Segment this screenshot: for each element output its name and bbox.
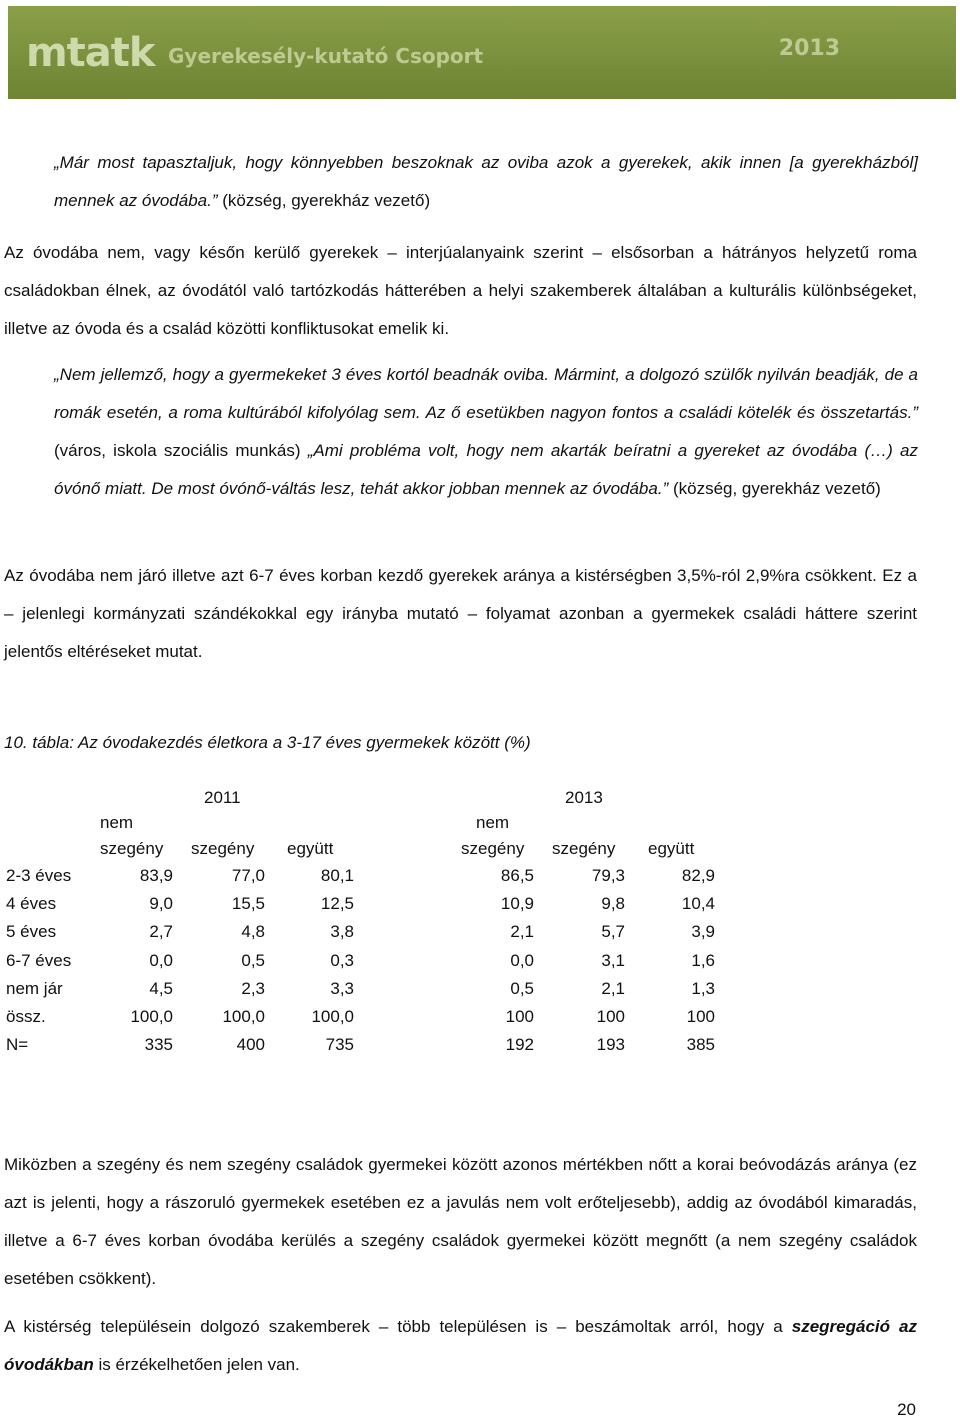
quote-1-source: (község, gyerekház vezető)	[217, 191, 431, 210]
table-cell-b: 4,8	[241, 922, 265, 942]
table-cell-d: 10,9	[500, 894, 534, 914]
header-szegeny-2: szegény	[552, 839, 616, 858]
row-label: 4 éves	[6, 894, 57, 914]
table-cell-e: 9,8	[601, 894, 625, 914]
table-cell-f: 10,4	[681, 894, 715, 914]
table-cell-e: 2,1	[601, 978, 625, 998]
header-nemszegeny-1: szegény	[100, 839, 164, 858]
quote-2-source-2: (község, gyerekház vezető)	[668, 479, 881, 498]
table-cell-d: 192	[505, 1035, 534, 1055]
header-nem-2: nem	[476, 813, 510, 832]
table-cell-f: 385	[686, 1035, 715, 1055]
quote-2-source-1: (város, iskola szociális munkás)	[54, 441, 308, 460]
table-cell-d: 2,1	[510, 922, 534, 942]
table-caption: 10. tábla: Az óvodakezdés életkora a 3-17 éves gyermekek között (%)	[4, 733, 531, 752]
header-nemszegeny-2: szegény	[461, 839, 525, 858]
table-cell-d: 0,5	[510, 978, 534, 998]
quote-1	[54, 144, 918, 220]
table-cell-f: 3,9	[691, 922, 715, 942]
mtatk-logo: mtatk	[26, 30, 155, 76]
row-label: össz.	[6, 1007, 46, 1026]
header-year-2013: 2013	[565, 788, 603, 807]
table-cell-d: 86,5	[500, 866, 534, 885]
header-year-2011: 2011	[204, 788, 241, 807]
paragraph-4-text: A kistérség településein dolgozó szakemberek – több településen is – beszámoltak arról, hogy a	[4, 1317, 792, 1336]
table-cell-d: 100	[505, 1007, 534, 1026]
paragraph-4-rest: is érzékelhetően jelen van.	[93, 1355, 300, 1374]
paragraph-2: Az óvodába nem járó illetve azt 6-7 éves korban kezdő gyerekek aránya a kistérségben 3,5%-ról 2,9%ra csökkent. Ez a – jelenlegi kormányzati szándékokkal egy irányba mutató – folyamat azonban a gyermekek családi háttere szerint jelentős eltéréseket mutat.	[4, 566, 917, 661]
table-cell-e: 3,1	[601, 950, 625, 970]
table-cell-f: 1,3	[691, 978, 715, 998]
table-cell-a: 9,0	[149, 894, 173, 914]
table-cell-b: 15,5	[231, 894, 265, 914]
table-cell-c: 735	[325, 1035, 354, 1055]
row-label: 2-3 éves	[6, 866, 72, 885]
table-cell-c: 100,0	[311, 1007, 354, 1026]
paragraph-4	[4, 1308, 917, 1384]
table-cell-e: 5,7	[601, 922, 625, 942]
table-cell-f: 1,6	[691, 950, 715, 970]
header-egyutt-2: együtt	[648, 839, 695, 858]
table-cell-c: 3,3	[330, 978, 354, 998]
table-cell-b: 77,0	[231, 866, 265, 885]
table-cell-a: 100,0	[130, 1007, 173, 1026]
table-cell-a: 0,0	[149, 950, 173, 970]
paragraph-3: Miközben a szegény és nem szegény családok gyermekei között azonos mértékben nőtt a korai beóvodázás aránya (ez azt is jelenti, hogy a rászoruló gyermekek esetében ez a javulás nem volt erőteljesebb), addig az óvodából kimaradás, illetve a 6-7 éves korban óvodába kerülés a szegény családok gyermekei között megnőtt (a nem szegény családok esetében csökkent).	[4, 1155, 917, 1288]
quote-2-text-1: „Nem jellemző, hogy a gyermekeket 3 éves kortól beadnák oviba. Mármint, a dolgozó szülők nyilván beadják, de a romák esetén, a roma kultúrából kifolyólag sem. Az ő esetükben nagyon fontos a családi kötelék és összetartás.”	[54, 365, 918, 422]
table-cell-b: 0,5	[241, 950, 265, 970]
table-cell-c: 0,3	[330, 950, 354, 970]
table-cell-e: 100	[596, 1007, 625, 1026]
row-label: nem jár	[6, 978, 63, 998]
header-szegeny-1: szegény	[191, 839, 255, 858]
table-cell-b: 400	[236, 1035, 265, 1055]
header-egyutt-1: együtt	[287, 839, 334, 858]
table-cell-a: 4,5	[149, 978, 173, 998]
table-cell-a: 2,7	[149, 922, 173, 942]
table-cell-c: 80,1	[320, 866, 354, 885]
row-label: N=	[6, 1035, 29, 1055]
page-number: 20	[897, 1400, 916, 1419]
header-nem-1: nem	[100, 813, 134, 832]
table-cell-c: 12,5	[320, 894, 354, 914]
header-year: 2013	[778, 36, 840, 61]
row-label: 5 éves	[6, 922, 57, 942]
paragraph-1: Az óvodába nem, vagy későn kerülő gyerekek – interjúalanyaink szerint – elsősorban a hátrányos helyzetű roma családokban élnek, az óvodától való tartózkodás hátterében a helyi szakemberek általában a kulturális különbségeket, illetve az óvoda és a család közötti konfliktusokat emelik ki.	[4, 243, 917, 338]
quote-1-text: „Már most tapasztaljuk, hogy könnyebben beszoknak az oviba azok a gyerekek, akik innen [a gyerekházból] mennek az óvodába.”	[54, 153, 918, 210]
table-cell-f: 100	[686, 1007, 715, 1026]
row-label: 6-7 éves	[6, 950, 72, 970]
table-cell-a: 83,9	[139, 866, 173, 885]
table-cell-a: 335	[144, 1035, 173, 1055]
table-cell-e: 193	[596, 1035, 625, 1055]
table-cell-e: 79,3	[591, 866, 625, 885]
table-cell-c: 3,8	[330, 922, 354, 942]
table-cell-b: 2,3	[241, 978, 265, 998]
paragraph-4-emphasis: szegregáció az óvodákban	[4, 1317, 917, 1374]
group-name: Gyerekesély-kutató Csoport	[168, 44, 484, 68]
table-cell-f: 82,9	[681, 866, 715, 885]
quote-2-text-2: „Ami probléma volt, hogy nem akarták beíratni a gyereket az óvodába (…) az óvónő miatt. De most óvónő-váltás lesz, tehát akkor jobban mennek az óvodába.”	[54, 441, 918, 498]
table-cell-d: 0,0	[510, 950, 534, 970]
table-cell-b: 100,0	[222, 1007, 265, 1026]
quote-2	[54, 356, 918, 508]
header-banner	[8, 6, 956, 99]
